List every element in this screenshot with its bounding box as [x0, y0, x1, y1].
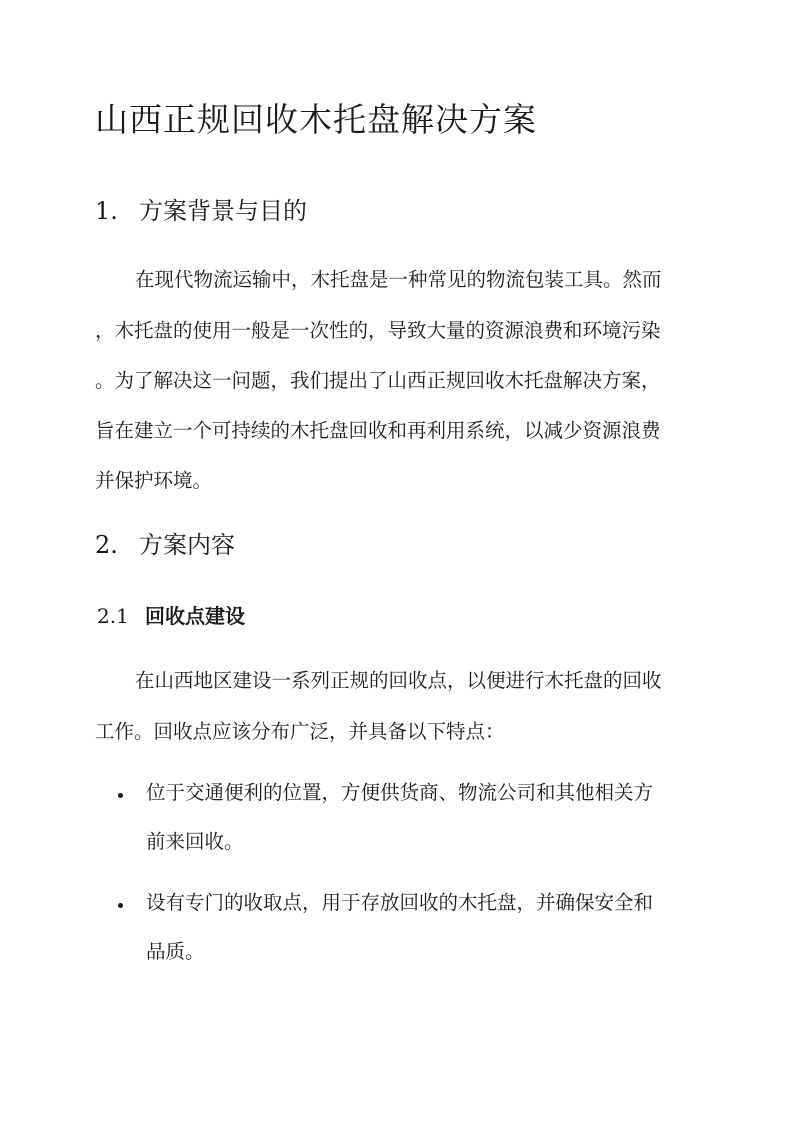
section-2-1-number: 2.1: [97, 604, 129, 628]
section-2-1-title: 回收点建设: [145, 604, 245, 628]
section-1-heading: [95, 193, 307, 229]
section-1-paragraph-line: 在现代物流运输中，木托盘是一种常见的物流包装工具。然而: [135, 268, 662, 291]
section-1-paragraph-line: ，木托盘的使用一般是一次性的，导致大量的资源浪费和环境污染: [95, 319, 661, 342]
section-2-number: 2.: [95, 531, 118, 559]
section-2-1-paragraph-line: 工作。回收点应该分布广泛，并具备以下特点：: [95, 720, 505, 743]
bullet-item-line: 设有专门的收取点，用于存放回收的木托盘，并确保安全和: [146, 891, 654, 914]
bullet-item-line: 品质。: [146, 940, 205, 963]
section-1-paragraph-line: 旨在建立一个可持续的木托盘回收和再利用系统，以减少资源浪费: [95, 419, 661, 442]
bullet-item-line: 位于交通便利的位置，方便供货商、物流公司和其他相关方: [146, 781, 654, 804]
section-2-title: 方案内容: [139, 531, 235, 559]
section-1-paragraph-line: 。为了解决这一问题，我们提出了山西正规回收木托盘解决方案，: [95, 369, 661, 392]
bullet-item-line: 前来回收。: [146, 830, 244, 853]
section-1-paragraph-line: 并保护环境。: [95, 469, 213, 492]
section-1-title: 方案背景与目的: [139, 197, 307, 225]
bullet-dot-icon: [118, 903, 123, 908]
section-1-number: 1.: [95, 197, 118, 225]
section-2-1-paragraph-line: 在山西地区建设一系列正规的回收点，以便进行木托盘的回收: [135, 669, 662, 692]
document-title: 山西正规回收木托盘解决方案: [95, 100, 537, 139]
section-2-1-heading: [97, 601, 245, 631]
section-2-heading: [95, 527, 235, 563]
bullet-dot-icon: [118, 793, 123, 798]
